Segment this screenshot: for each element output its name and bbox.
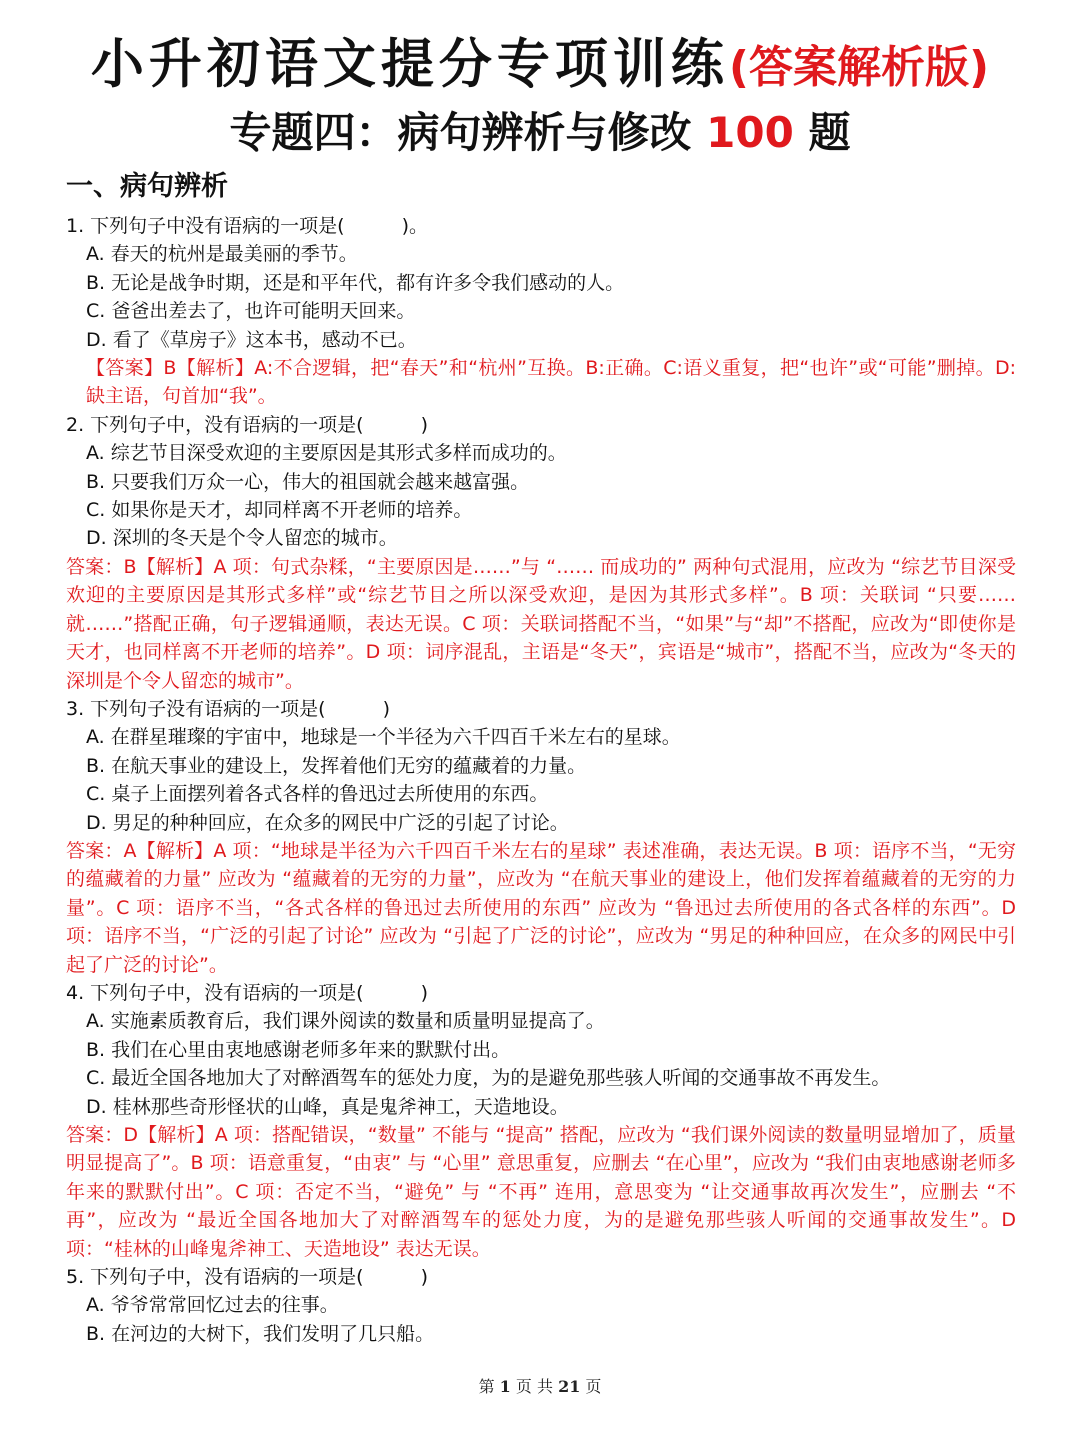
question-option: A. 春天的杭州是最美丽的季节。 <box>86 243 358 266</box>
page-number: 1 <box>499 1377 511 1396</box>
title-edition: (答案解析版) <box>728 42 990 93</box>
question-option: B. 无论是战争时期，还是和平年代，都有许多令我们感动的人。 <box>86 271 625 294</box>
question-option: D. 深圳的冬天是个令人留恋的城市。 <box>86 527 398 550</box>
document-title <box>0 22 1080 98</box>
question-stem: 4. 下列句子中，没有语病的一项是( ) <box>66 981 428 1004</box>
page-total: 21 <box>558 1377 581 1396</box>
question-option: D. 男足的种种回应，在众多的网民中广泛的引起了讨论。 <box>86 811 569 834</box>
title-main: 小升初语文提分专项训练 <box>90 34 729 95</box>
question-option: C. 桌子上面摆列着各式各样的鲁迅过去所使用的东西。 <box>86 783 549 806</box>
question-list <box>66 212 1016 1348</box>
question-option: B. 我们在心里由衷地感谢老师多年来的默默付出。 <box>86 1038 511 1061</box>
subtitle-main: 专题四：病句辨析与修改 <box>229 108 707 157</box>
answer-explanation: 答案：A【解析】A 项：“地球是半径为六千四百千米左右的星球” 表述准确，表达无误。B 项：语序不当，“无穷的蕴藏着的力量” 应改为 “蕴藏着的无穷的力量”，应改为 “在航天事业的建设上，他们发挥着蕴藏着的无穷的力量”。C 项：语序不当，“各式各样的鲁迅过去所使用的东西” 应改为 “鲁迅过去所使用的各式各样的东西”。D 项：语序不当，“广泛的引起了讨论” 应改为 “引起了广泛的讨论”，应改为 “男足的种种回应，在众多的网民中引起了广泛的讨论”。 <box>66 839 1016 976</box>
question-option: B. 在航天事业的建设上，发挥着他们无穷的蕴藏着的力量。 <box>86 754 587 777</box>
question-option: A. 爷爷常常回忆过去的往事。 <box>86 1294 339 1317</box>
question-option: D. 看了《草房子》这本书，感动不已。 <box>86 328 417 351</box>
topic-subtitle <box>0 100 1080 160</box>
footer-middle: 页 共 <box>510 1377 559 1396</box>
question-stem: 5. 下列句子中，没有语病的一项是( ) <box>66 1266 428 1289</box>
footer-suffix: 页 <box>580 1377 602 1396</box>
answer-explanation: 答案：B【解析】A 项：句式杂糅，“主要原因是……”与 “…… 而成功的” 两种句式混用，应改为 “综艺节目深受欢迎的主要原因是其形式多样”或“综艺节目之所以深受欢迎，是因为其形式多样”。B 项：关联词 “只要…… 就……”搭配正确，句子逻辑通顺，表达无误。C 项：关联词搭配不当，“如果”与“却”不搭配，应改为“即使你是天才，也同样离不开老师的培养”。D 项：词序混乱，主语是“冬天”，宾语是“城市”，搭配不当，应改为“冬天的深圳是个令人留恋的城市”。 <box>66 555 1016 692</box>
section-title: 一、病句辨析 <box>66 171 228 202</box>
page-footer <box>0 1374 1080 1397</box>
answer-explanation: 答案：D【解析】A 项：搭配错误，“数量” 不能与 “提高” 搭配，应改为 “我们课外阅读的数量明显增加了，质量明显提高了”。B 项：语意重复，“由衷” 与 “心里” 意思重复，应删去 “在心里”，应改为 “我们由衷地感谢老师多年来的默默付出”。C 项：否定不当，“避免” 与 “不再” 连用，意思变为 “让交通事故再次发生”，应删去 “不再”，应改为 “最近全国各地加大了对醉酒驾车的惩处力度，为的是避免那些骇人听闻的交通事故发生”。D 项：“桂林的山峰鬼斧神工、天造地设” 表达无误。 <box>66 1124 1016 1260</box>
question-option: C. 如果你是天才，却同样离不开老师的培养。 <box>86 499 473 522</box>
question-option: D. 桂林那些奇形怪状的山峰，真是鬼斧神工，天造地设。 <box>86 1095 569 1118</box>
question-option: B. 只要我们万众一心，伟大的祖国就会越来越富强。 <box>86 470 530 493</box>
subtitle-end: 题 <box>793 108 851 157</box>
question-stem: 1. 下列句子中没有语病的一项是( )。 <box>66 215 428 237</box>
subtitle-count: 100 <box>706 108 794 157</box>
question-stem: 2. 下列句子中，没有语病的一项是( ) <box>66 413 428 436</box>
question-option: A. 在群星璀璨的宇宙中，地球是一个半径为六千四百千米左右的星球。 <box>86 726 681 749</box>
question-stem: 3. 下列句子没有语病的一项是( ) <box>66 697 390 720</box>
answer-explanation: 【答案】B【解析】A:不合逻辑，把“春天”和“杭州”互换。B:正确。C:语义重复，把“也许”或“可能”删掉。D:缺主语，句首加“我”。 <box>86 357 1016 408</box>
question-option: B. 在河边的大树下，我们发明了几只船。 <box>86 1322 435 1345</box>
question-option: A. 综艺节目深受欢迎的主要原因是其形式多样而成功的。 <box>86 442 567 465</box>
question-option: A. 实施素质教育后，我们课外阅读的数量和质量明显提高了。 <box>86 1010 605 1033</box>
footer-prefix: 第 <box>478 1377 500 1396</box>
question-option: C. 最近全国各地加大了对醉酒驾车的惩处力度，为的是避免那些骇人听闻的交通事故不再发生。 <box>86 1067 891 1090</box>
question-option: C. 爸爸出差去了，也许可能明天回来。 <box>86 300 416 323</box>
